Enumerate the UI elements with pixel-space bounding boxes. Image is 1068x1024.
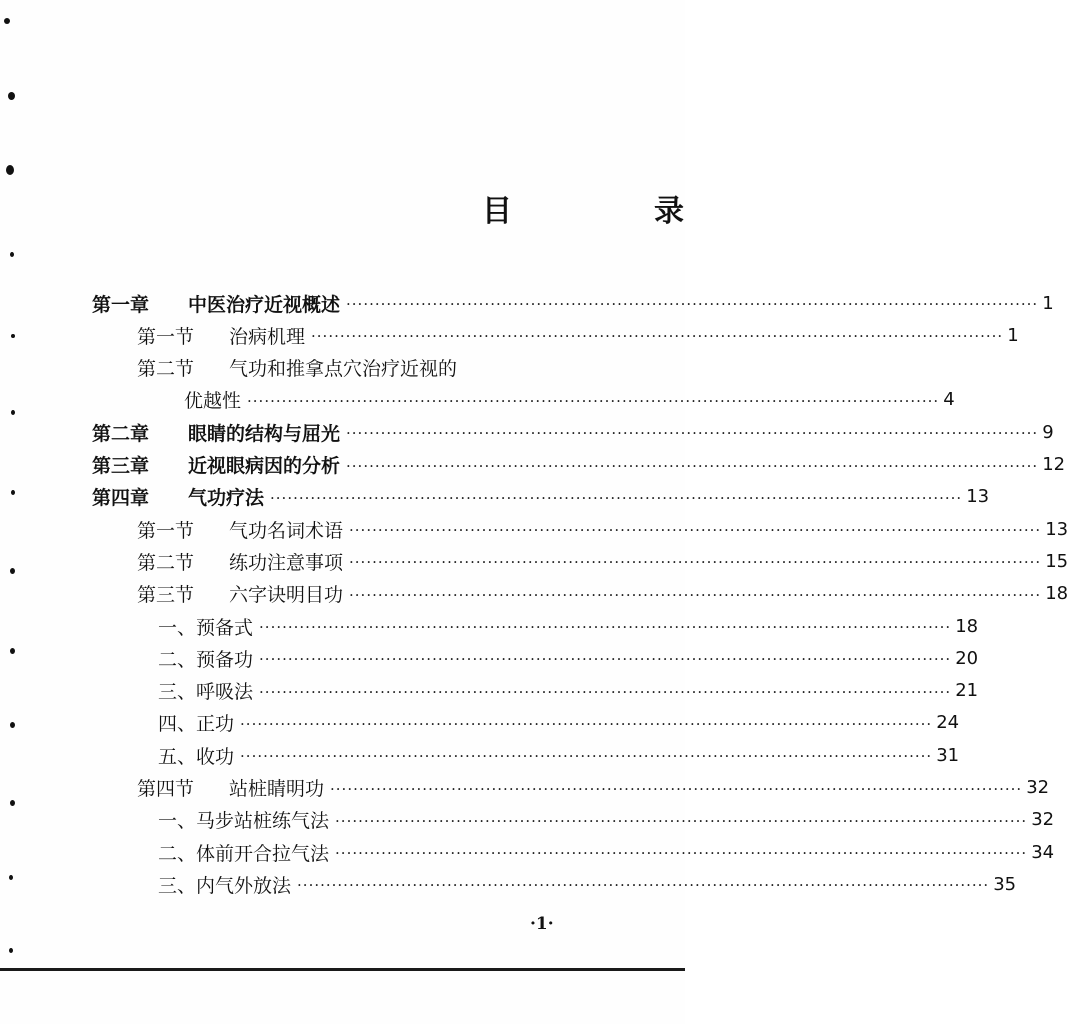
toc-entry bbox=[158, 643, 979, 673]
page-number: ·1· bbox=[530, 914, 554, 934]
toc-entry-label bbox=[137, 354, 457, 381]
toc-entry-title: 六字诀明目功 bbox=[229, 584, 344, 607]
toc-entry-title: 预备功 bbox=[196, 648, 254, 671]
toc-page-number: 18 bbox=[955, 615, 979, 637]
toc-leader-dots: ························································································································ bbox=[335, 844, 1028, 863]
toc-entry bbox=[158, 837, 1055, 867]
toc-leader-dots: ························································································································ bbox=[335, 811, 1028, 830]
toc-entry bbox=[184, 385, 955, 415]
toc-page-number: 32 bbox=[1031, 809, 1055, 831]
toc-entry-number: 四、 bbox=[158, 713, 197, 736]
toc-leader-dots: ························································································································ bbox=[259, 650, 952, 669]
toc-entry-label bbox=[92, 483, 264, 510]
toc-entry-number: 第一节 bbox=[137, 519, 195, 542]
toc-page-number: 35 bbox=[993, 873, 1017, 895]
toc-entry bbox=[137, 579, 1068, 609]
toc-entry bbox=[92, 288, 1054, 318]
scan-speck bbox=[10, 252, 14, 257]
toc-entry bbox=[158, 611, 979, 641]
toc-leader-dots: ························································································································ bbox=[346, 295, 1039, 313]
toc-entry-number: 第二章 bbox=[92, 422, 150, 445]
toc-entry-title: 内气外放法 bbox=[196, 874, 292, 897]
toc-leader-dots: ························································································································ bbox=[349, 553, 1042, 572]
toc-entry-number: 三、 bbox=[158, 681, 197, 704]
toc-entry bbox=[158, 805, 1055, 835]
toc-page-number: 20 bbox=[955, 647, 979, 669]
toc-entry-number: 第四节 bbox=[137, 778, 195, 800]
scan-speck bbox=[4, 18, 10, 24]
toc-entry bbox=[137, 514, 1068, 544]
toc-leader-dots: ························································································································ bbox=[259, 618, 952, 636]
toc-entry-title: 眼睛的结构与屈光 bbox=[188, 422, 341, 445]
toc-entry-number: 二、 bbox=[158, 842, 197, 865]
toc-entry-number: 第二节 bbox=[137, 551, 195, 574]
toc-leader-dots: ························································································································ bbox=[311, 327, 1004, 346]
toc-entry-label bbox=[92, 419, 340, 446]
toc-entry-label bbox=[158, 871, 291, 898]
toc-leader-dots: ························································································································ bbox=[346, 456, 1039, 475]
toc-entry-title: 中医治疗近视概述 bbox=[188, 293, 341, 316]
toc-page-number: 4 bbox=[943, 389, 955, 411]
toc-entry-title: 治病机理 bbox=[229, 325, 306, 348]
toc-entry-label bbox=[158, 677, 253, 704]
scan-speck bbox=[9, 948, 13, 953]
toc-entry-label bbox=[184, 386, 241, 413]
toc-entry bbox=[137, 546, 1068, 576]
toc-leader-dots: ························································································································ bbox=[240, 714, 933, 733]
page-title: 目 录 bbox=[482, 194, 740, 229]
toc-entry-label bbox=[137, 580, 343, 607]
toc-page-number: 15 bbox=[1045, 550, 1068, 572]
toc-entry bbox=[92, 417, 1054, 447]
toc-page-number: 1 bbox=[1042, 292, 1054, 314]
toc-entry-label bbox=[137, 774, 324, 801]
bottom-rule bbox=[0, 968, 685, 971]
toc-entry-number: 第三节 bbox=[137, 584, 195, 607]
toc-entry-number: 第三章 bbox=[92, 455, 150, 477]
toc-entry bbox=[137, 353, 601, 383]
toc-entry bbox=[137, 320, 1019, 350]
toc-entry-number: 三、 bbox=[158, 874, 197, 897]
scan-speck bbox=[9, 875, 13, 880]
toc-entry-title: 预备式 bbox=[196, 616, 254, 639]
toc-entry-label bbox=[92, 451, 340, 478]
toc-page-number: 24 bbox=[936, 712, 960, 734]
toc-entry-title: 收功 bbox=[196, 745, 235, 768]
toc-entry-title: 站桩睛明功 bbox=[229, 778, 325, 800]
toc-page-number: 21 bbox=[955, 680, 979, 702]
scan-speck bbox=[8, 92, 15, 100]
toc-page-number: 1 bbox=[1007, 324, 1019, 346]
toc-entry-title: 呼吸法 bbox=[196, 681, 254, 704]
toc-leader-dots: ························································································································ bbox=[349, 585, 1042, 604]
toc-entry bbox=[158, 740, 960, 770]
toc-entry-number: 五、 bbox=[158, 745, 197, 768]
toc-page-number: 32 bbox=[1026, 777, 1050, 798]
toc-entry-label bbox=[158, 645, 253, 672]
scan-speck bbox=[11, 334, 15, 338]
toc-entry-title: 马步站桩练气法 bbox=[196, 810, 330, 833]
toc-page-number: 13 bbox=[1045, 518, 1068, 540]
toc-entry-title: 近视眼病因的分析 bbox=[188, 455, 341, 477]
scan-speck bbox=[6, 165, 14, 175]
toc-entry-label bbox=[137, 322, 305, 349]
toc-entry-label bbox=[158, 839, 329, 866]
toc-entry-title: 优越性 bbox=[184, 390, 242, 413]
toc-page-number: 9 bbox=[1042, 421, 1054, 443]
toc-leader-dots: ························································································································ bbox=[247, 391, 940, 410]
toc-entry-title: 气功名词术语 bbox=[229, 519, 344, 542]
scan-speck bbox=[11, 410, 15, 415]
toc-entry bbox=[158, 869, 1017, 899]
toc-entry-title: 正功 bbox=[196, 713, 235, 736]
toc-page-number: 18 bbox=[1045, 583, 1068, 605]
scan-speck bbox=[10, 800, 15, 806]
toc-entry-title: 气功疗法 bbox=[188, 487, 265, 510]
toc-entry-number: 第一章 bbox=[92, 293, 150, 316]
toc-leader-dots: ························································································································ bbox=[259, 682, 952, 701]
toc-entry-number: 一、 bbox=[158, 616, 197, 639]
toc-entry-label bbox=[137, 548, 343, 575]
toc-leader-dots: ························································································································ bbox=[346, 424, 1039, 443]
toc-entry-number: 第一节 bbox=[137, 325, 195, 348]
toc-entry-title: 体前开合拉气法 bbox=[196, 842, 330, 865]
scan-speck bbox=[10, 648, 15, 654]
toc-entry-title: 气功和推拿点穴治疗近视的 bbox=[229, 358, 458, 381]
toc-entry bbox=[158, 676, 979, 706]
toc-entry-number: 一、 bbox=[158, 810, 197, 833]
toc-entry-label bbox=[158, 806, 329, 833]
toc-entry-label bbox=[158, 709, 234, 736]
scan-speck bbox=[11, 490, 15, 495]
toc-entry-number: 第四章 bbox=[92, 487, 150, 510]
toc-entry bbox=[137, 773, 1050, 803]
toc-leader-dots: ························································································································ bbox=[240, 747, 933, 766]
toc-entry-number: 二、 bbox=[158, 648, 197, 671]
toc-leader-dots: ························································································································ bbox=[270, 488, 963, 507]
toc-page-number: 12 bbox=[1042, 454, 1066, 475]
toc-leader-dots: ························································································································ bbox=[330, 779, 1023, 798]
scan-speck bbox=[10, 722, 15, 728]
toc-entry-number: 第二节 bbox=[137, 358, 195, 381]
scan-speck bbox=[10, 568, 15, 574]
toc-entry-title: 练功注意事项 bbox=[229, 551, 344, 574]
toc-entry bbox=[158, 708, 960, 738]
toc-entry-label bbox=[137, 516, 343, 543]
toc-entry-label bbox=[158, 613, 253, 640]
toc-entry-label bbox=[92, 290, 340, 317]
toc-leader-dots: ························································································································ bbox=[349, 521, 1042, 540]
toc-page-number: 13 bbox=[966, 486, 990, 508]
toc-page-number: 31 bbox=[936, 744, 960, 766]
toc-page-number: 34 bbox=[1031, 841, 1055, 863]
toc-entry bbox=[92, 450, 1066, 480]
toc-entry-label bbox=[158, 742, 234, 769]
toc-leader-dots: ························································································································ bbox=[297, 876, 990, 895]
toc-entry bbox=[92, 482, 990, 512]
